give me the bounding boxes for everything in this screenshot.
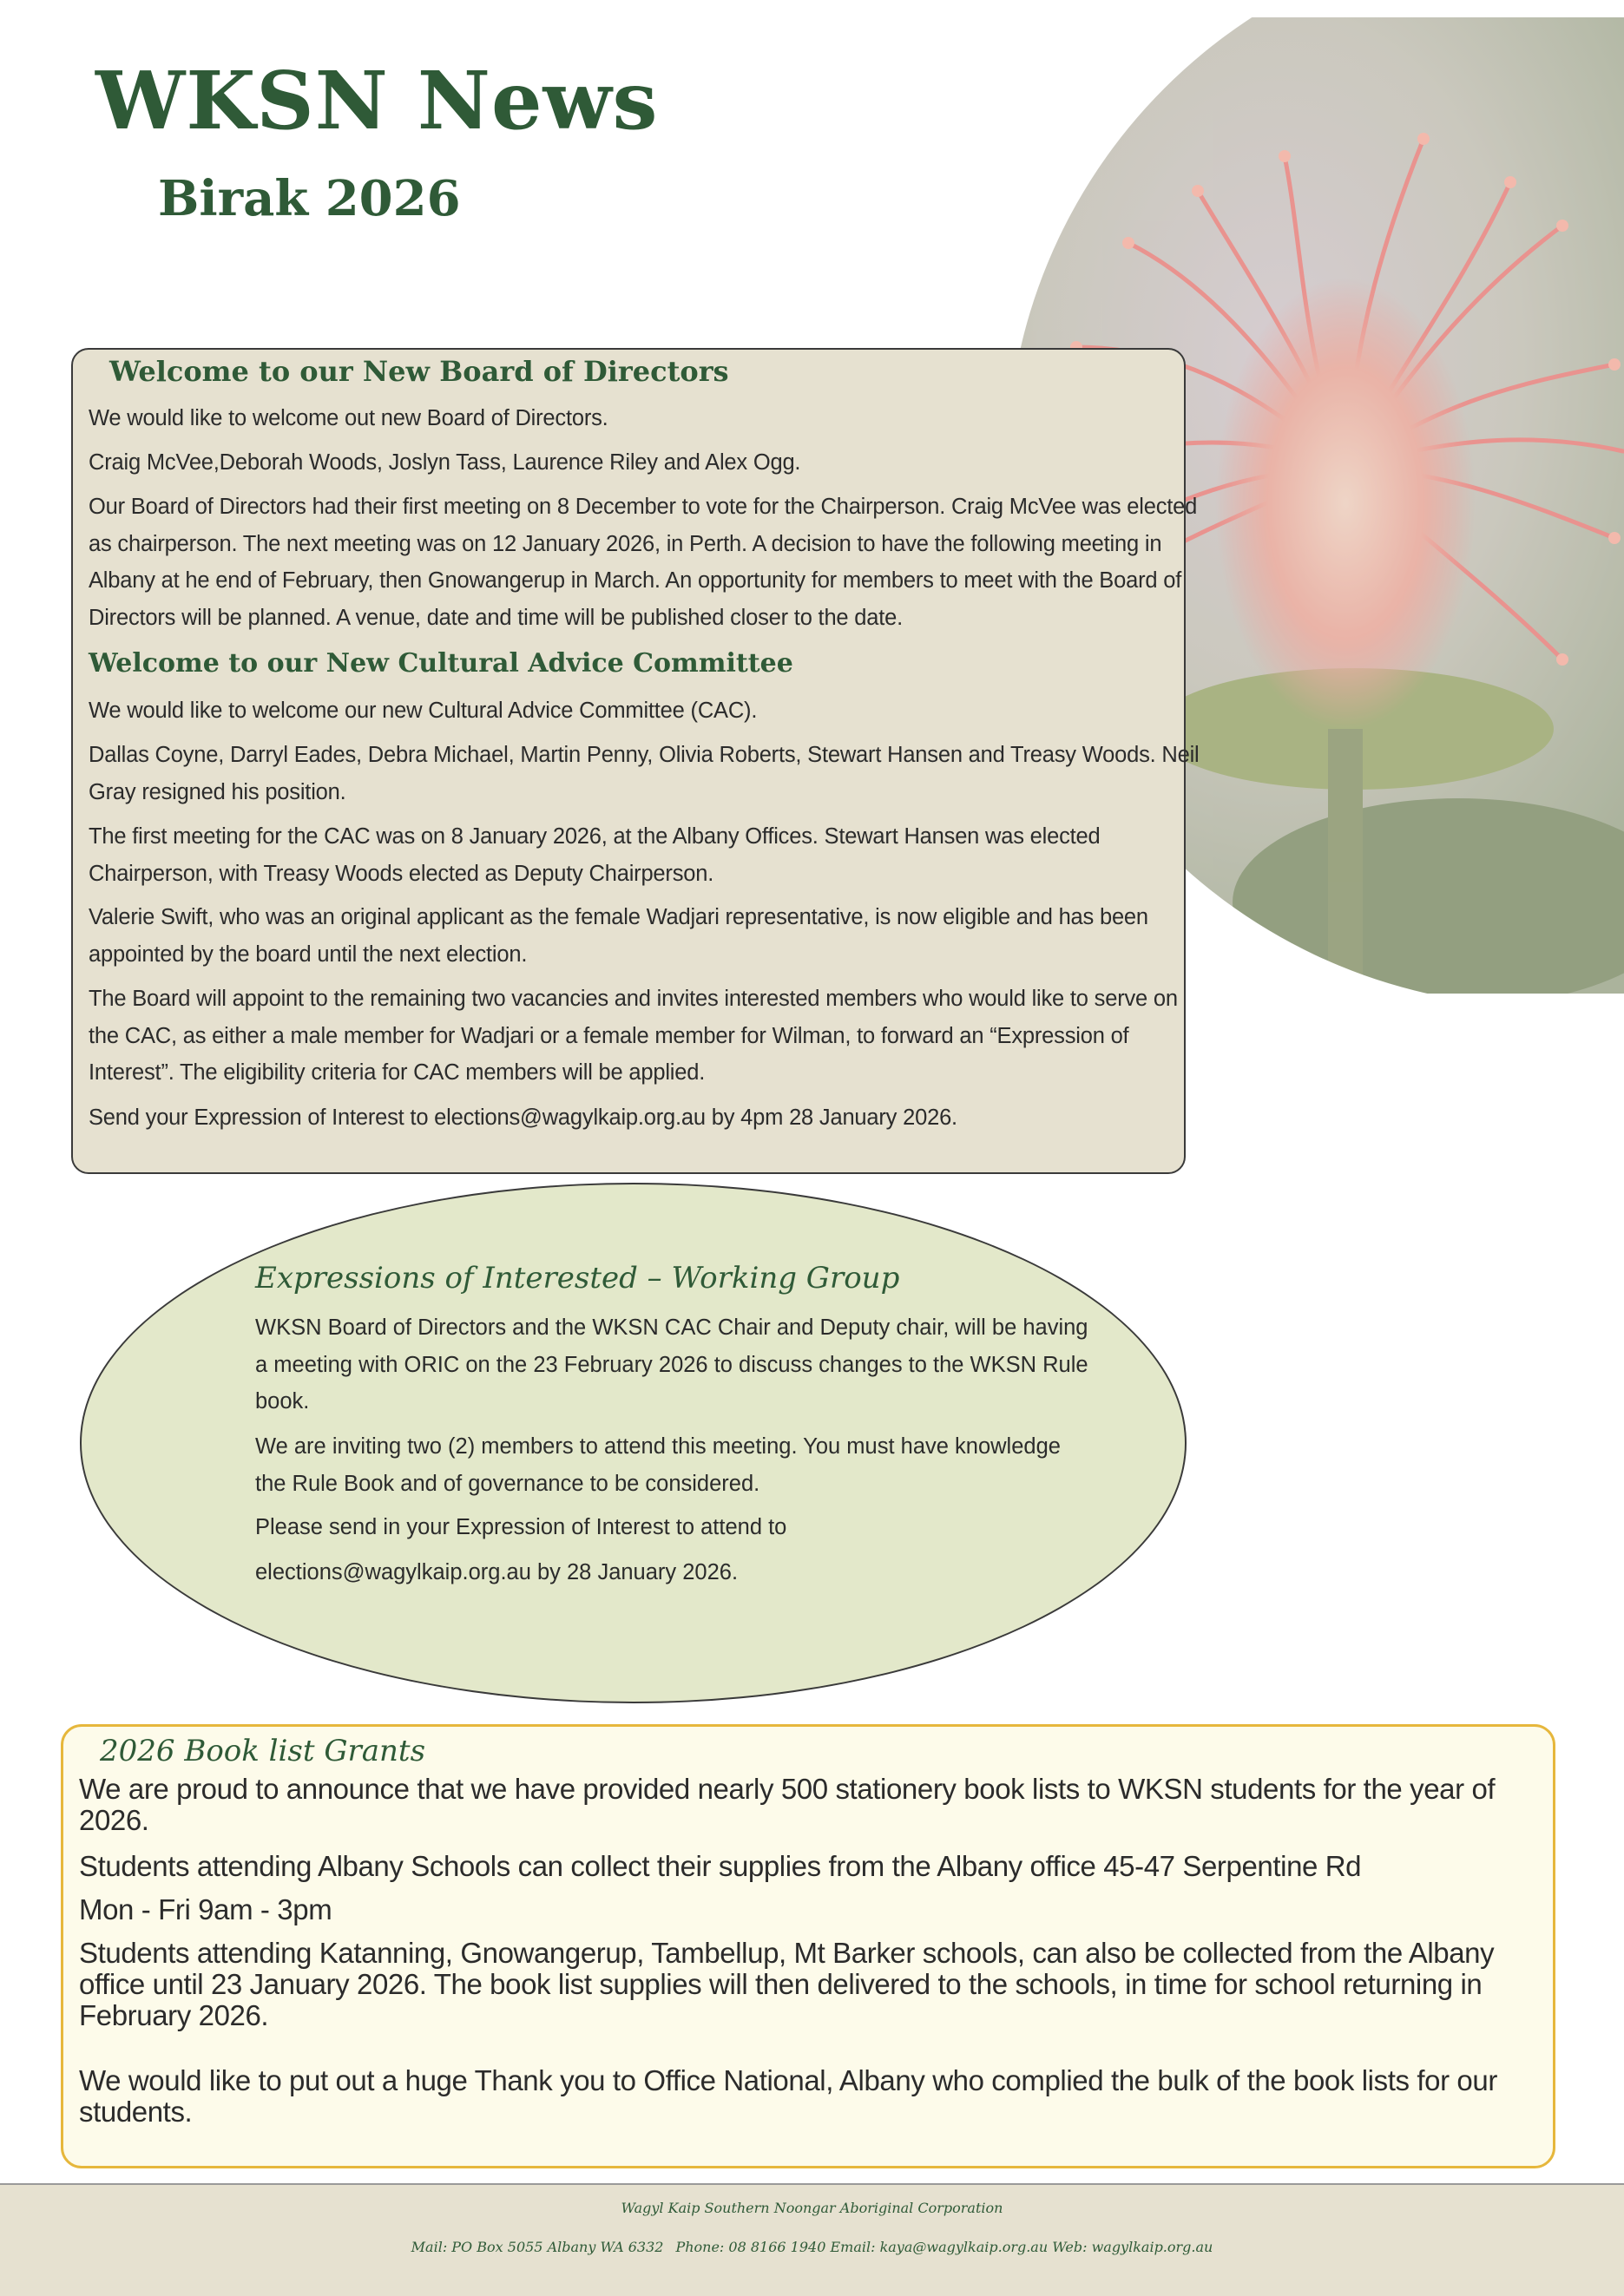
footer-phone: Phone: 08 8166 1940: [675, 2239, 826, 2255]
board-paragraph: Our Board of Directors had their first meeting on 8 December to vote for the Chairperson. Craig McVee was elected as chairperson. The next meeting was on 12 January 2026, in Perth. A decision to have the following meeting in Albany at he end of February, then Gnowangerup in March. An opportunity for members to meet with the Board of Directors will be planned. A venue, date and time will be published closer to the date.: [89, 495, 1198, 630]
working-group-paragraph: WKSN Board of Directors and the WKSN CAC Chair and Deputy chair, will be having a meeting with ORIC on the 23 February 2026 to discuss changes to the WKSN Rule book.: [255, 1315, 1088, 1414]
footer-web[interactable]: Web: wagylkaip.org.au: [1052, 2239, 1213, 2255]
board-paragraph: Craig McVee,Deborah Woods, Joslyn Tass, Laurence Riley and Alex Ogg.: [89, 450, 801, 475]
cac-paragraph: We would like to welcome our new Cultural Advice Committee (CAC).: [89, 699, 758, 723]
working-group-paragraph: Please send in your Expression of Interest to attend to: [255, 1515, 787, 1539]
book-list-paragraph: Mon - Fri 9am - 3pm: [79, 1893, 332, 1925]
cac-paragraph: The Board will appoint to the remaining two vacancies and invites interested members who would like to serve on the CAC, as either a male member for Wadjari or a female member for Wilman, to forward an “Expression of Interest”. The eligibility criteria for CAC members will be applied.: [89, 987, 1178, 1085]
cac-paragraph: Dallas Coyne, Darryl Eades, Debra Michael, Martin Penny, Olivia Roberts, Stewart Hansen and Treasy Woods. Neil Gray resigned his position.: [89, 743, 1200, 804]
book-list-paragraph: We would like to put out a huge Thank you to Office National, Albany who complied the bulk of the book lists for our students.: [79, 2064, 1497, 2128]
book-list-paragraph: Students attending Albany Schools can collect their supplies from the Albany office 45-47 Serpentine Rd: [79, 1850, 1362, 1882]
cac-heading: Welcome to our New Cultural Advice Committee: [89, 648, 793, 679]
book-list-heading: 2026 Book list Grants: [100, 1734, 426, 1768]
board-cac-panel: [71, 348, 1200, 1174]
footer-email[interactable]: Email: kaya@wagylkaip.org.au: [830, 2239, 1049, 2255]
working-group-paragraph: We are inviting two (2) members to attend this meeting. You must have knowledge the Rule Book and of governance to be considered.: [255, 1434, 1061, 1496]
footer: [0, 2183, 1624, 2296]
footer-mail: Mail: PO Box 5055 Albany WA 6332: [411, 2239, 664, 2255]
newsletter-season: Birak 2026: [158, 170, 461, 227]
working-group-email: elections@wagylkaip.org.au by 28 January 2026.: [255, 1560, 739, 1584]
cac-paragraph: Send your Expression of Interest to elections@wagylkaip.org.au by 4pm 28 January 2026.: [89, 1105, 957, 1130]
book-list-paragraph: Students attending Katanning, Gnowangerup, Tambellup, Mt Barker schools, can also be collected from the Albany office until 23 January 2026. The book list supplies will then delivered to the schools, in time for school returning in February 2026.: [79, 1937, 1495, 2031]
board-heading: Welcome to our New Board of Directors: [109, 355, 729, 388]
book-list-paragraph: We are proud to announce that we have provided nearly 500 stationery book lists to WKSN students for the year of 2026.: [79, 1773, 1496, 1836]
working-group-heading: Expressions of Interested – Working Group: [255, 1261, 900, 1296]
cac-paragraph: Valerie Swift, who was an original applicant as the female Wadjari representative, is now eligible and has been appointed by the board until the next election.: [89, 905, 1148, 967]
footer-organisation: Wagyl Kaip Southern Noongar Aboriginal Corporation: [621, 2200, 1003, 2216]
working-group-panel: [80, 1183, 1187, 1703]
board-paragraph: We would like to welcome out new Board of Directors.: [89, 406, 608, 430]
newsletter-title: WKSN News: [95, 54, 659, 148]
cac-paragraph: The first meeting for the CAC was on 8 January 2026, at the Albany Offices. Stewart Hansen was elected Chairperson, with Treasy Woods elected as Deputy Chairperson.: [89, 824, 1101, 886]
book-list-panel: [61, 1724, 1555, 2168]
footer-contact: [0, 2239, 1624, 2255]
